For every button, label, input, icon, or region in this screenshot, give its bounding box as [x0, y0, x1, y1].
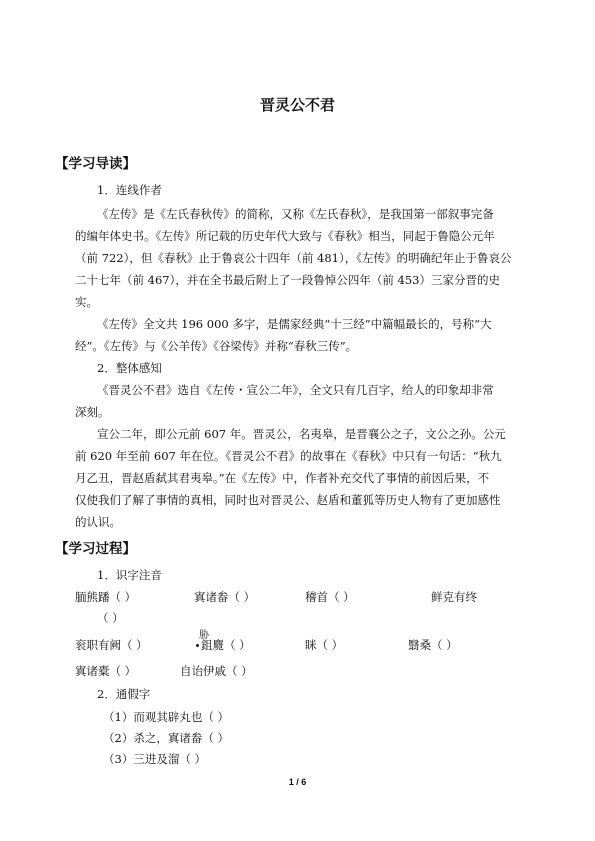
- paragraph-line: 深刻。: [75, 405, 110, 419]
- pronunciation-blank[interactable]: 衮职有阙（ ）: [75, 638, 148, 652]
- paragraph-line: 《左传》是《左氏春秋传》的简称，又称《左氏春秋》，是我国第一部叙事完备: [97, 207, 494, 221]
- pronunciation-blank[interactable]: 寘诸畚（ ）: [194, 590, 256, 604]
- item-heading-pronunciation: 1．识字注音: [97, 568, 162, 582]
- pronunciation-blank[interactable]: 自诒伊戚（ ）: [180, 664, 253, 678]
- page-title: 晋灵公不君: [259, 96, 335, 114]
- item-heading-interchangeable-characters: 2．通假字: [97, 687, 151, 701]
- emphasis-dot-icon: [196, 644, 199, 647]
- paragraph-line: 二十七年（前 467），并在全书最后附上了一段鲁悼公四年（前 453）三家分晋的史: [75, 273, 500, 287]
- fill-in-blank-line[interactable]: （3）三进及溜（ ）: [103, 752, 206, 766]
- paragraph-line: 实。: [75, 295, 98, 309]
- paragraph-line: （前 722），但《春秋》止于鲁哀公十四年（前 481），《左传》的明确纪年止于鲁哀公: [75, 251, 512, 265]
- fill-in-blank-line[interactable]: （2）杀之，寘诸畚（ ）: [103, 731, 229, 745]
- paragraph-line: 仅使我们了解了事情的真相，同时也对晋灵公、赵盾和董狐等历史人物有了更加感性: [75, 493, 501, 507]
- paragraph-line: 月乙丑，晋赵盾弑其君夷皋。”在《左传》中，作者补充交代了事情的前因后果，不: [75, 471, 490, 485]
- paragraph-line: 经”。《左传》与《公羊传》《谷梁传》并称“春秋三传”。: [75, 339, 358, 353]
- paragraph-line: 《晋灵公不君》选自《左传・宣公二年》，全文只有几百字，给人的印象却非常: [97, 383, 494, 397]
- paragraph-line: 宣公二年，即公元前 607 年。晋灵公，名夷皋，是晋襄公之子，文公之孙。公元: [97, 427, 506, 441]
- item-heading-overview: 2．整体感知: [97, 361, 162, 375]
- pronunciation-blank[interactable]: （ ）: [97, 611, 124, 625]
- overlay-glyph-mark: 胁: [199, 630, 209, 641]
- pronunciation-blank: 鲜克有终: [431, 590, 477, 604]
- pronunciation-blank[interactable]: 眯（ ）: [305, 638, 344, 652]
- pronunciation-blank[interactable]: 鉏麑（ ）: [201, 638, 251, 652]
- item-heading-author: 1．连线作者: [97, 183, 162, 197]
- paragraph-line: 的认识。: [75, 515, 121, 529]
- paragraph-line: 前 620 年至前 607 年在位。《晋灵公不君》的故事在《春秋》中只有一句话：“秋九: [75, 449, 502, 463]
- section-heading-reading-guide: 【学习导读】: [55, 156, 136, 172]
- fill-in-blank-line[interactable]: （1）而观其辟丸也（ ）: [103, 710, 229, 724]
- pronunciation-blank[interactable]: 胹熊蹯（ ）: [75, 590, 137, 604]
- paragraph-line: 的编年体史书。《左传》所记载的历史年代大致与《春秋》相当，同起于鲁隐公元年: [75, 229, 495, 243]
- pronunciation-blank[interactable]: 寘诸橐（ ）: [75, 664, 137, 678]
- section-heading-learning-process: 【学习过程】: [55, 541, 136, 557]
- paragraph-line: 《左传》全文共 196 000 多字，是儒家经典“十三经”中篇幅最长的，号称“大: [97, 317, 492, 331]
- page-number: 1 / 6: [288, 777, 307, 787]
- pronunciation-blank[interactable]: 稽首（ ）: [305, 590, 355, 604]
- pronunciation-blank[interactable]: 翳桑（ ）: [408, 638, 458, 652]
